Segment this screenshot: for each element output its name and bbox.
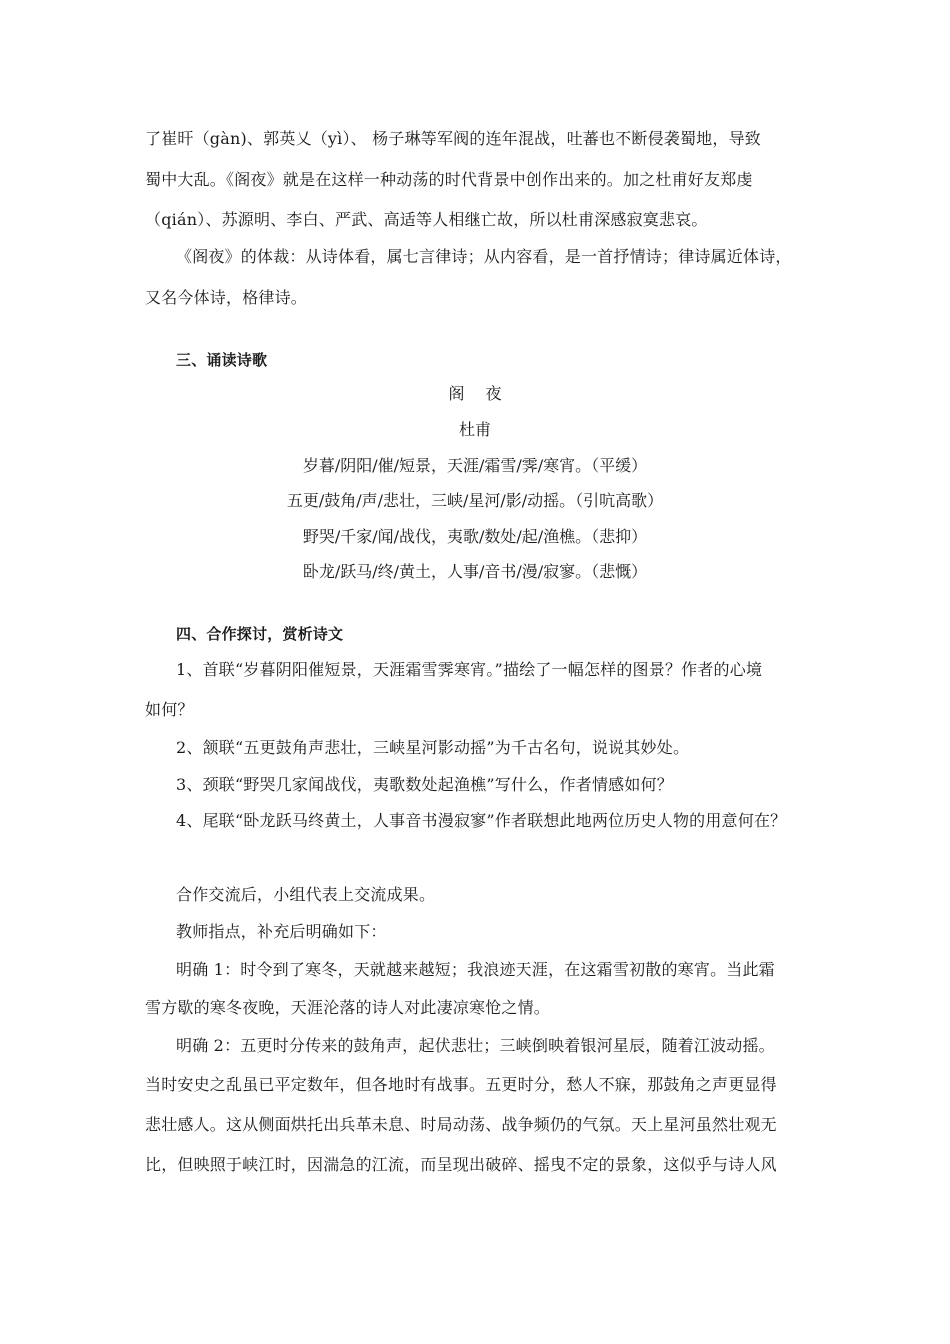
poem-verse: 卧龙/跃马/终/黄土，人事/音书/漫/寂寥。（悲慨） <box>302 562 648 581</box>
poem-verse: 五更/鼓角/声/悲壮，三峡/星河/影/动摇。（引吭高歌） <box>286 491 664 510</box>
background-line: 蜀中大乱。《阁夜》就是在这样一种动荡的时代背景中创作出来的。加之杜甫好友郑虔 <box>145 170 753 189</box>
teacher-note: 教师指点，补充后明确如下： <box>176 922 387 941</box>
question-1: 1、首联“岁暮阴阳催短景，天涯霜雪霁寒宵。”描绘了一幅怎样的图景？作者的心境 <box>176 660 763 679</box>
question-1-cont: 如何？ <box>145 700 194 719</box>
background-line: （qián）、苏源明、李白、严武、高适等人相继亡故，所以杜甫深感寂寞悲哀。 <box>145 210 708 229</box>
answer-2-cont: 当时安史之乱虽已平定数年，但各地时有战事。五更时分，愁人不寐，那鼓角之声更显得 <box>145 1075 777 1094</box>
answer-2-cont: 比，但映照于峡江时，因湍急的江流，而呈现出破碎、摇曳不定的景象，这似乎与诗人风 <box>145 1155 777 1174</box>
answer-1: 明确 1：时令到了寒冬，天就越来越短；我浪迹天涯，在这霜雪初散的寒宵。当此霜 <box>176 960 775 979</box>
genre-line: 《阁夜》的体裁：从诗体看，属七言律诗；从内容看，是一首抒情诗；律诗属近体诗， <box>176 247 792 266</box>
question-3: 3、颈联“野哭几家闻战伐，夷歌数处起渔樵”写什么，作者情感如何？ <box>176 775 673 794</box>
answer-2-cont: 悲壮感人。这从侧面烘托出兵革未息、时局动荡、战争频仍的气氛。天上星河虽然壮观无 <box>145 1115 777 1134</box>
question-2: 2、颔联“五更鼓角声悲壮，三峡星河影动摇”为千古名句，说说其妙处。 <box>176 738 690 757</box>
exchange-note: 合作交流后，小组代表上交流成果。 <box>176 885 436 904</box>
background-line: 了崔旰（gàn)、郭英乂（yì）、 杨子琳等军阀的连年混战，吐蕃也不断侵袭蜀地，导致 <box>145 129 761 148</box>
poem-title: 阁 夜 <box>448 384 502 403</box>
poem-author: 杜甫 <box>458 420 491 439</box>
answer-1-cont: 雪方歇的寒冬夜晚，天涯沦落的诗人对此凄凉寒怆之情。 <box>145 998 551 1017</box>
section-heading: 四、合作探讨，赏析诗文 <box>176 625 344 643</box>
question-4: 4、尾联“卧龙跃马终黄土，人事音书漫寂寥”作者联想此地两位历史人物的用意何在？ <box>176 811 787 830</box>
poem-verse: 野哭/千家/闻/战伐，夷歌/数处/起/渔樵。（悲抑） <box>302 527 648 546</box>
section-heading: 三、诵读诗歌 <box>176 351 268 369</box>
answer-2: 明确 2：五更时分传来的鼓角声，起伏悲壮；三峡倒映着银河星辰，随着江波动摇。 <box>176 1036 775 1055</box>
genre-line: 又名今体诗，格律诗。 <box>145 288 308 307</box>
poem-verse: 岁暮/阴阳/催/短景，天涯/霜雪/霁/寒宵。（平缓） <box>302 456 648 475</box>
